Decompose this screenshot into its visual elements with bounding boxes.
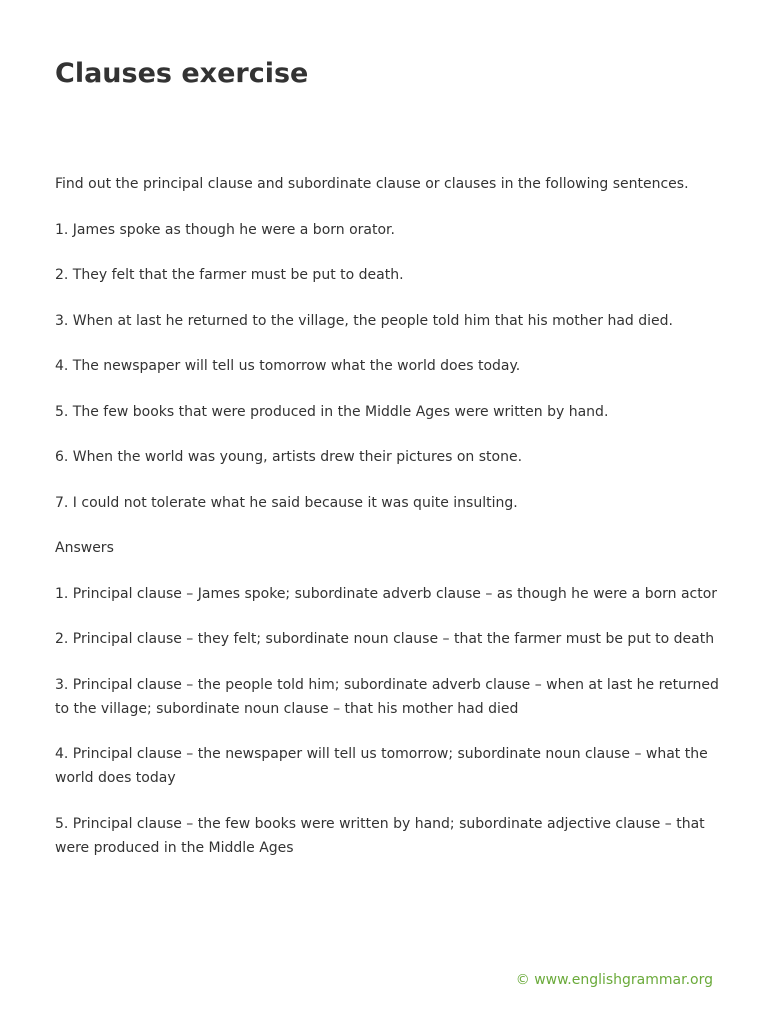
question-item: 4. The newspaper will tell us tomorrow what the world does today. (55, 358, 521, 374)
question-item: 1. James spoke as though he were a born orator. (55, 221, 395, 238)
answer-item: 3. Principal clause – the people told him; subordinate adverb clause – when at last he returned to the village; subordinate noun clause – that his mother had died (55, 676, 719, 717)
question-item: 5. The few books that were produced in the Middle Ages were written by hand. (55, 403, 609, 420)
question-item: 7. I could not tolerate what he said because it was quite insulting. (55, 494, 518, 511)
exercise-content (55, 172, 720, 881)
question-item: 6. When the world was young, artists drew their pictures on stone. (55, 449, 523, 465)
question-item: 2. They felt that the farmer must be put to death. (55, 267, 404, 283)
answer-item: 1. Principal clause – James spoke; subordinate adverb clause – as though he were a born actor (55, 585, 718, 602)
page-title: Clauses exercise (55, 58, 309, 89)
answer-item: 5. Principal clause – the few books were written by hand; subordinate adjective clause – that were produced in the Middle Ages (55, 815, 705, 856)
answer-item: 2. Principal clause – they felt; subordinate noun clause – that the farmer must be put to death (55, 631, 715, 647)
answer-item: 4. Principal clause – the newspaper will tell us tomorrow; subordinate noun clause – what the world does today (55, 746, 708, 786)
instruction-text: Find out the principal clause and subordinate clause or clauses in the following sentences. (55, 176, 689, 192)
question-item: 3. When at last he returned to the village, the people told him that his mother had died. (55, 312, 673, 329)
answers-heading: Answers (55, 540, 114, 556)
footer-copyright: © www.englishgrammar.org (515, 972, 713, 988)
